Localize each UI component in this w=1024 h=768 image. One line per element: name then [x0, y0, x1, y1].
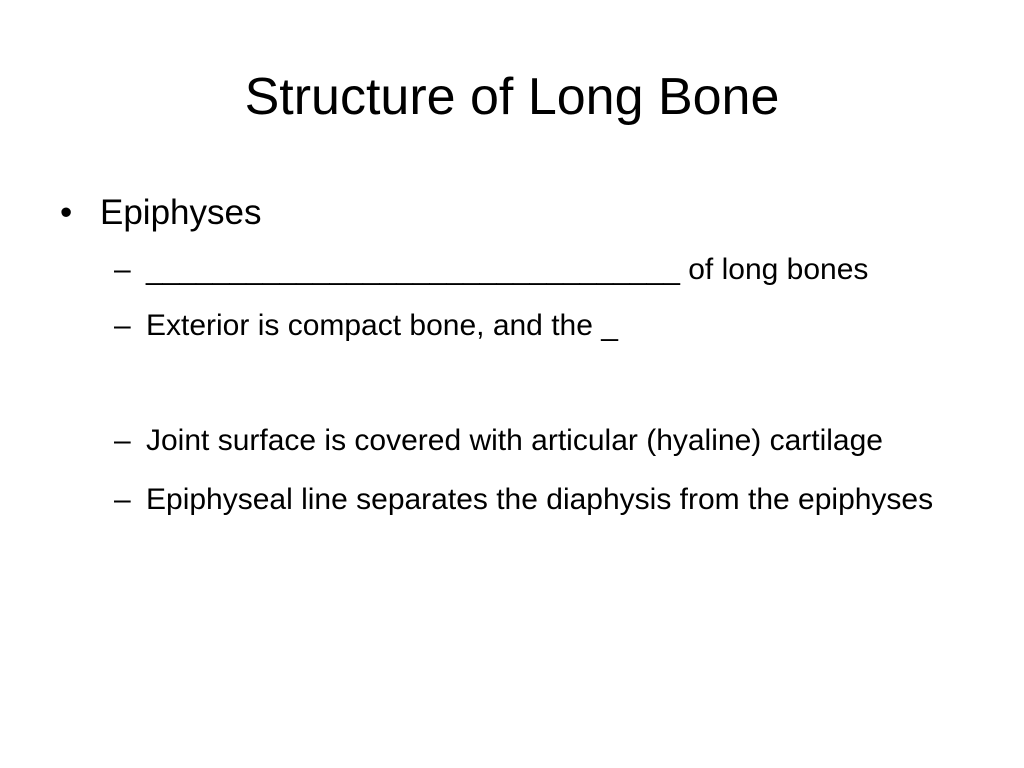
- sub-bullet-item: [114, 476, 936, 523]
- dash-marker: –: [114, 424, 131, 457]
- sub-bullet-group: [0, 246, 1024, 523]
- bullet-item-epiphyses: [60, 190, 1024, 242]
- sub-bullet-list: [0, 246, 1024, 523]
- sub-bullet-text: Epiphyseal line separates the diaphysis from the epiphyses: [146, 483, 934, 516]
- sub-bullet-item: [114, 246, 936, 293]
- dash-marker: –: [114, 309, 131, 342]
- bullet-marker: •: [60, 193, 73, 232]
- sub-bullet-text: Joint surface is covered with articular (hyaline) cartilage: [146, 424, 883, 457]
- bullet-list: [0, 190, 1024, 523]
- dash-marker: –: [114, 253, 131, 286]
- sub-bullet-item: [114, 302, 936, 349]
- sub-bullet-text: Exterior is compact bone, and the _: [146, 309, 618, 342]
- bullet-label: Epiphyses: [100, 193, 262, 232]
- sub-bullet-item: [114, 417, 936, 464]
- slide-title: Structure of Long Bone: [244, 68, 780, 126]
- sub-bullet-text: ________________________________ of long bones: [146, 253, 869, 286]
- dash-marker: –: [114, 483, 131, 516]
